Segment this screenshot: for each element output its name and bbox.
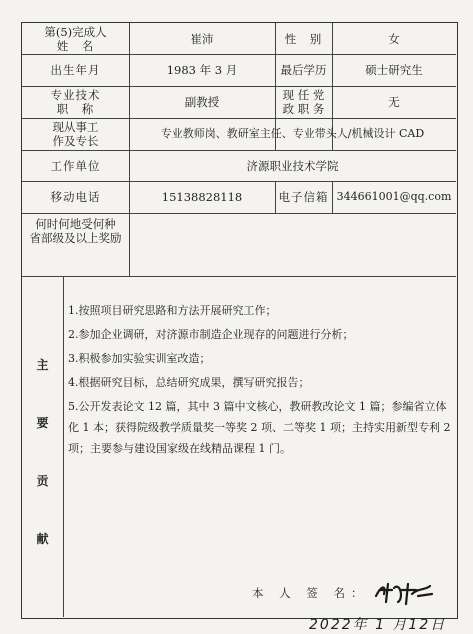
education-label: 最后学历	[280, 63, 327, 77]
gender-label: 性 别	[284, 31, 323, 46]
work-value: 专业教师岗、教研室主任、专业带头人/机械设计 CAD	[160, 127, 425, 140]
contribution-list	[68, 300, 456, 462]
contribution-item: 3.积极参加实验实训室改造；	[68, 352, 211, 365]
award-label-line2: 省部级及以上奖励	[29, 231, 122, 245]
name-label	[22, 23, 129, 54]
handwritten-signature	[372, 580, 438, 606]
title-label-line1: 专业技术	[50, 88, 101, 102]
unit-value: 济源职业技术学院	[246, 158, 339, 173]
work-label-line2: 作及专长	[52, 134, 99, 148]
signature-date: 2022年 1 月12日	[309, 617, 447, 633]
title-label	[22, 86, 129, 118]
contribution-item: 2.参加企业调研，对济源市制造企业现存的问题进行分析；	[68, 328, 354, 341]
phone-value: 15138828118	[161, 190, 243, 204]
side-char: 贡	[36, 473, 49, 488]
title-label-line2: 职 称	[56, 102, 95, 116]
contribution-section	[22, 276, 456, 633]
party-label	[275, 86, 332, 118]
signature-row	[252, 580, 438, 606]
email-value: 344661001@qq.com	[336, 190, 452, 203]
side-char: 要	[36, 416, 49, 431]
work-label-line1: 现从事工	[52, 120, 99, 134]
name-label-line2: 姓 名	[56, 38, 95, 53]
birth-value: 1983 年 3 月	[166, 63, 238, 77]
party-label-line2: 政 职 务	[282, 102, 325, 116]
phone-label: 移动电话	[50, 190, 101, 204]
contribution-item: 1.按照项目研究思路和方法开展研究工作；	[68, 304, 277, 317]
email-label: 电子信箱	[278, 190, 329, 204]
birth-label: 出生年月	[50, 63, 101, 77]
party-label-line1: 现 任 党	[282, 88, 325, 102]
party-value: 无	[388, 95, 400, 109]
side-char: 献	[36, 531, 49, 546]
side-char: 主	[36, 358, 49, 373]
signature-label: 本 人 签 名：	[252, 586, 369, 600]
award-label	[22, 213, 129, 276]
work-label	[22, 118, 129, 150]
contribution-item: 5.公开发表论文 12 篇，其中 3 篇中文核心，教研教改论文 1 篇；参编省立体化 1 本；获得院级教学质量奖一等奖 2 项、二等奖 1 项；主持实用新型专利 2 项；主要参与建设国家级在线精品课程 1 门。	[68, 400, 451, 455]
name-label-line1: 第(5)完成人	[44, 24, 107, 39]
unit-label: 工作单位	[50, 158, 101, 173]
contribution-item: 4.根据研究目标，总结研究成果，撰写研究报告；	[68, 376, 310, 389]
name-value: 崔沛	[190, 31, 214, 46]
contribution-side-label	[22, 276, 63, 617]
education-value: 硕士研究生	[365, 63, 423, 77]
gender-value: 女	[388, 31, 400, 46]
award-label-line1: 何时何地受何种	[35, 217, 116, 231]
personal-info-table	[21, 22, 458, 633]
award-value	[129, 213, 456, 276]
title-value: 副教授	[184, 95, 220, 109]
